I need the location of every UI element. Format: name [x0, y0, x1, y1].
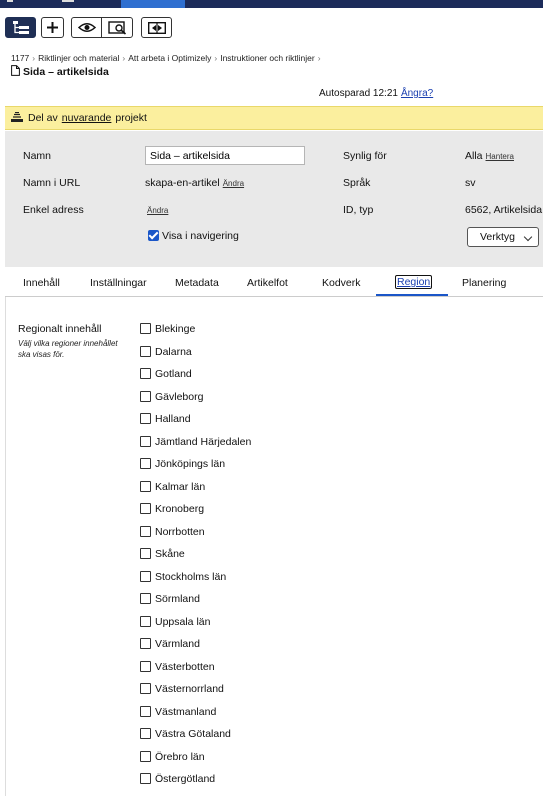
region-option[interactable] [140, 458, 251, 481]
page-properties-panel [5, 131, 543, 267]
tab-content[interactable]: Innehåll [23, 277, 60, 289]
region-checkbox[interactable] [140, 481, 151, 492]
region-checkbox[interactable] [140, 593, 151, 604]
region-option[interactable] [140, 773, 251, 796]
editor-toolbar [0, 8, 543, 44]
region-checkbox[interactable] [140, 728, 151, 739]
region-label: Gävleborg [155, 390, 204, 403]
language-value: sv [465, 177, 476, 189]
chevron-right-icon: › [122, 53, 126, 63]
tab-metadata[interactable]: Metadata [175, 277, 219, 289]
id-type-value: 6562, Artikelsida [465, 204, 543, 216]
region-checkbox[interactable] [140, 706, 151, 717]
nav-mark [62, 0, 74, 2]
plus-icon [46, 21, 59, 34]
chevron-right-icon: › [32, 53, 36, 63]
visible-for-row [465, 150, 514, 162]
region-label: Västmanland [155, 705, 217, 718]
eye-icon [78, 22, 96, 33]
region-label: Jönköpings län [155, 458, 226, 470]
breadcrumb-item[interactable]: Att arbeta i Optimizely [128, 53, 212, 63]
tab-code-systems[interactable]: Kodverk [322, 277, 361, 289]
region-label: Jämtland Härjedalen [155, 435, 252, 448]
region-label: Västerbotten [155, 660, 215, 673]
region-option[interactable] [140, 526, 251, 549]
region-label: Uppsala län [155, 615, 211, 628]
id-type-label: ID, typ [343, 204, 374, 216]
region-checkbox[interactable] [140, 436, 151, 447]
name-label: Namn [23, 150, 52, 162]
region-checkbox[interactable] [140, 346, 151, 357]
region-checkbox[interactable] [140, 616, 151, 627]
region-label: Skåne [155, 548, 185, 560]
manage-access-link[interactable]: Hantera [485, 152, 514, 161]
regional-content-help: Välj vilka regioner innehållet ska visas för. [18, 339, 118, 359]
region-checkbox[interactable] [140, 503, 151, 514]
region-checkbox[interactable] [140, 661, 151, 672]
region-option[interactable] [140, 391, 251, 414]
region-option[interactable] [140, 346, 251, 369]
nav-mark [7, 0, 13, 2]
project-notice [5, 106, 543, 130]
region-label: Blekinge [155, 323, 196, 335]
region-checkbox[interactable] [140, 571, 151, 582]
region-checkbox[interactable] [140, 638, 151, 649]
current-project-link[interactable]: nuvarande [61, 112, 112, 124]
swap-icon [148, 22, 166, 34]
region-option[interactable] [140, 413, 251, 436]
chevron-down-icon [524, 233, 532, 241]
region-label: Västernorrland [155, 683, 224, 695]
regional-content-label: Regionalt innehåll [18, 323, 102, 335]
chevron-right-icon: › [317, 53, 321, 63]
tab-settings[interactable]: Inställningar [90, 277, 147, 289]
region-checkbox[interactable] [140, 751, 151, 762]
region-checkbox[interactable] [140, 368, 151, 379]
page-title [11, 65, 109, 79]
region-checkbox[interactable] [140, 683, 151, 694]
page-tree-button[interactable] [5, 17, 36, 38]
region-option[interactable] [140, 751, 251, 774]
breadcrumb-item[interactable]: Riktlinjer och material [38, 53, 120, 63]
tab-planning[interactable]: Planering [462, 277, 507, 289]
region-option[interactable] [140, 728, 251, 751]
region-option[interactable] [140, 481, 251, 504]
region-option[interactable] [140, 616, 251, 639]
breadcrumb-item[interactable]: Instruktioner och riktlinjer [220, 53, 315, 63]
region-option[interactable] [140, 683, 251, 706]
region-checkbox[interactable] [140, 458, 151, 469]
region-label: Gotland [155, 368, 192, 380]
region-option[interactable] [140, 638, 251, 661]
region-option[interactable] [140, 548, 251, 571]
region-option[interactable] [140, 323, 251, 346]
global-nav-strip [0, 0, 543, 8]
preview-button[interactable] [71, 17, 102, 38]
add-button[interactable] [41, 17, 64, 38]
visible-for-value: Alla [465, 150, 483, 162]
region-option[interactable] [140, 436, 251, 459]
chevron-right-icon: › [214, 53, 218, 63]
show-in-navigation-label: Visa i navigering [162, 230, 239, 242]
region-label: Halland [155, 413, 191, 425]
visible-for-label: Synlig för [343, 150, 387, 162]
tab-bar [5, 268, 543, 297]
url-label: Namn i URL [23, 177, 81, 189]
region-label: Dalarna [155, 345, 192, 358]
simple-address-row [147, 204, 168, 216]
compare-icon [108, 21, 127, 35]
region-option[interactable] [140, 571, 251, 594]
region-label: Västra Götaland [155, 728, 231, 740]
simple-address-label: Enkel adress [23, 204, 84, 216]
autosave-status [319, 88, 433, 99]
change-url-link[interactable]: Ändra [222, 179, 245, 188]
language-label: Språk [343, 177, 371, 189]
region-option[interactable] [140, 661, 251, 684]
region-label: Norrbotten [155, 525, 205, 538]
region-checkbox[interactable] [140, 526, 151, 537]
active-module-indicator[interactable] [121, 0, 185, 8]
region-label: Östergötland [155, 773, 216, 785]
page-title-text: Sida – artikelsida [23, 66, 109, 78]
project-prefix: Del av [28, 112, 58, 124]
region-option[interactable] [140, 706, 251, 729]
url-value: skapa-en-artikel [145, 177, 220, 189]
tab-article-footer[interactable]: Artikelfot [247, 277, 288, 289]
change-simple-address-link[interactable]: Ändra [147, 206, 169, 215]
autosave-text: Autosparad 12:21 [319, 88, 398, 99]
region-label: Örebro län [155, 750, 205, 763]
tools-dropdown[interactable] [467, 227, 539, 247]
undo-link[interactable]: Ångra? [400, 88, 434, 99]
region-checkbox[interactable] [140, 323, 151, 334]
region-label: Stockholms län [155, 570, 227, 583]
show-in-navigation[interactable] [148, 230, 239, 242]
show-in-navigation-checkbox[interactable] [148, 230, 159, 241]
region-checkbox[interactable] [140, 773, 151, 784]
compare-button[interactable] [101, 17, 133, 38]
breadcrumb [11, 53, 324, 63]
tab-region[interactable]: Region [397, 276, 431, 288]
tools-label: Verktyg [480, 231, 516, 243]
breadcrumb-item[interactable]: 1177 [11, 53, 30, 63]
region-checkbox[interactable] [140, 391, 151, 402]
region-checkbox[interactable] [140, 413, 151, 424]
region-label: Sörmland [155, 593, 200, 605]
page-icon [11, 65, 20, 79]
swap-button[interactable] [141, 17, 172, 38]
region-checkbox[interactable] [140, 548, 151, 559]
region-option[interactable] [140, 503, 251, 526]
region-checkbox-list [140, 323, 251, 796]
url-value-row [145, 177, 244, 189]
region-label: Kronoberg [155, 503, 205, 515]
name-input[interactable] [145, 146, 305, 165]
active-tab-indicator [376, 294, 448, 296]
region-label: Kalmar län [155, 480, 206, 493]
region-tab-content [5, 297, 543, 796]
project-suffix: projekt [115, 112, 147, 124]
tree-icon [13, 21, 29, 34]
region-option[interactable] [140, 368, 251, 391]
region-option[interactable] [140, 593, 251, 616]
region-label: Värmland [155, 638, 200, 650]
project-icon [11, 112, 23, 125]
